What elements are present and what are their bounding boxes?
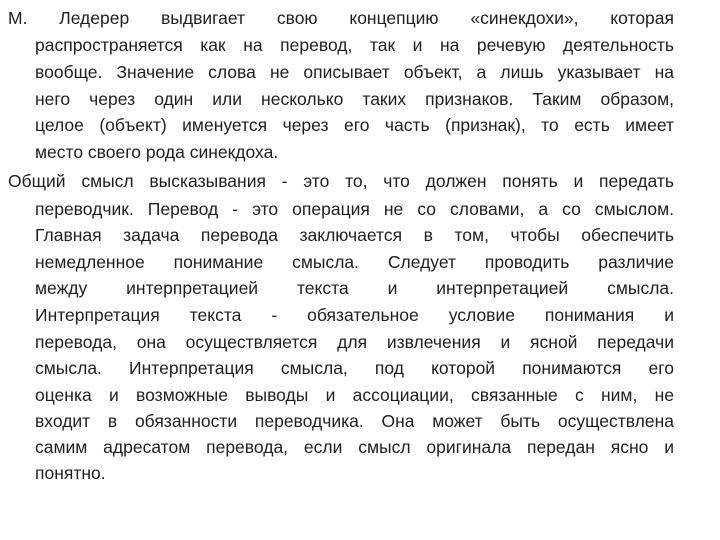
paragraph-line: переводчик. Перевод - это операция не со словами, а со смыслом. (35, 199, 674, 219)
paragraph-line: целое (объект) именуется через его часть (признак), то есть имеет (35, 115, 674, 135)
paragraph-line: М. Ледерер выдвигает свою концепцию «синекдохи», которая (8, 8, 674, 28)
paragraph-line: между интерпретацией текста и интерпретацией смысла. (35, 278, 674, 298)
paragraph-line: Главная задача перевода заключается в том, чтобы обеспечить (35, 225, 674, 245)
paragraph-line: Общий смысл высказывания - это то, что должен понять и передать (8, 171, 674, 191)
paragraph-line: вообще. Значение слова не описывает объект, а лишь указывает на (35, 62, 674, 82)
paragraph-line: Интерпретация текста - обязательное условие понимания и (35, 305, 674, 325)
paragraph-line: самим адресатом перевода, если смысл оригинала передан ясно и (35, 437, 674, 457)
paragraph-line: входит в обязанности переводчика. Она может быть осуществлена (35, 411, 674, 431)
paragraph-line: место своего рода синекдоха. (35, 142, 279, 162)
paragraph-line: перевода, она осуществляется для извлечения и ясной передачи (35, 332, 674, 352)
paragraph-line: распространяется как на перевод, так и на речевую деятельность (35, 35, 674, 55)
paragraph-line: немедленное понимание смысла. Следует проводить различие (35, 252, 674, 272)
paragraph-line: понятно. (35, 463, 106, 483)
paragraph-line: смысла. Интерпретация смысла, под которой понимаются его (35, 358, 674, 378)
paragraph-line: оценка и возможные выводы и ассоциации, связанные с ним, не (35, 385, 674, 405)
paragraph-line: него через один или несколько таких признаков. Таким образом, (35, 89, 674, 109)
